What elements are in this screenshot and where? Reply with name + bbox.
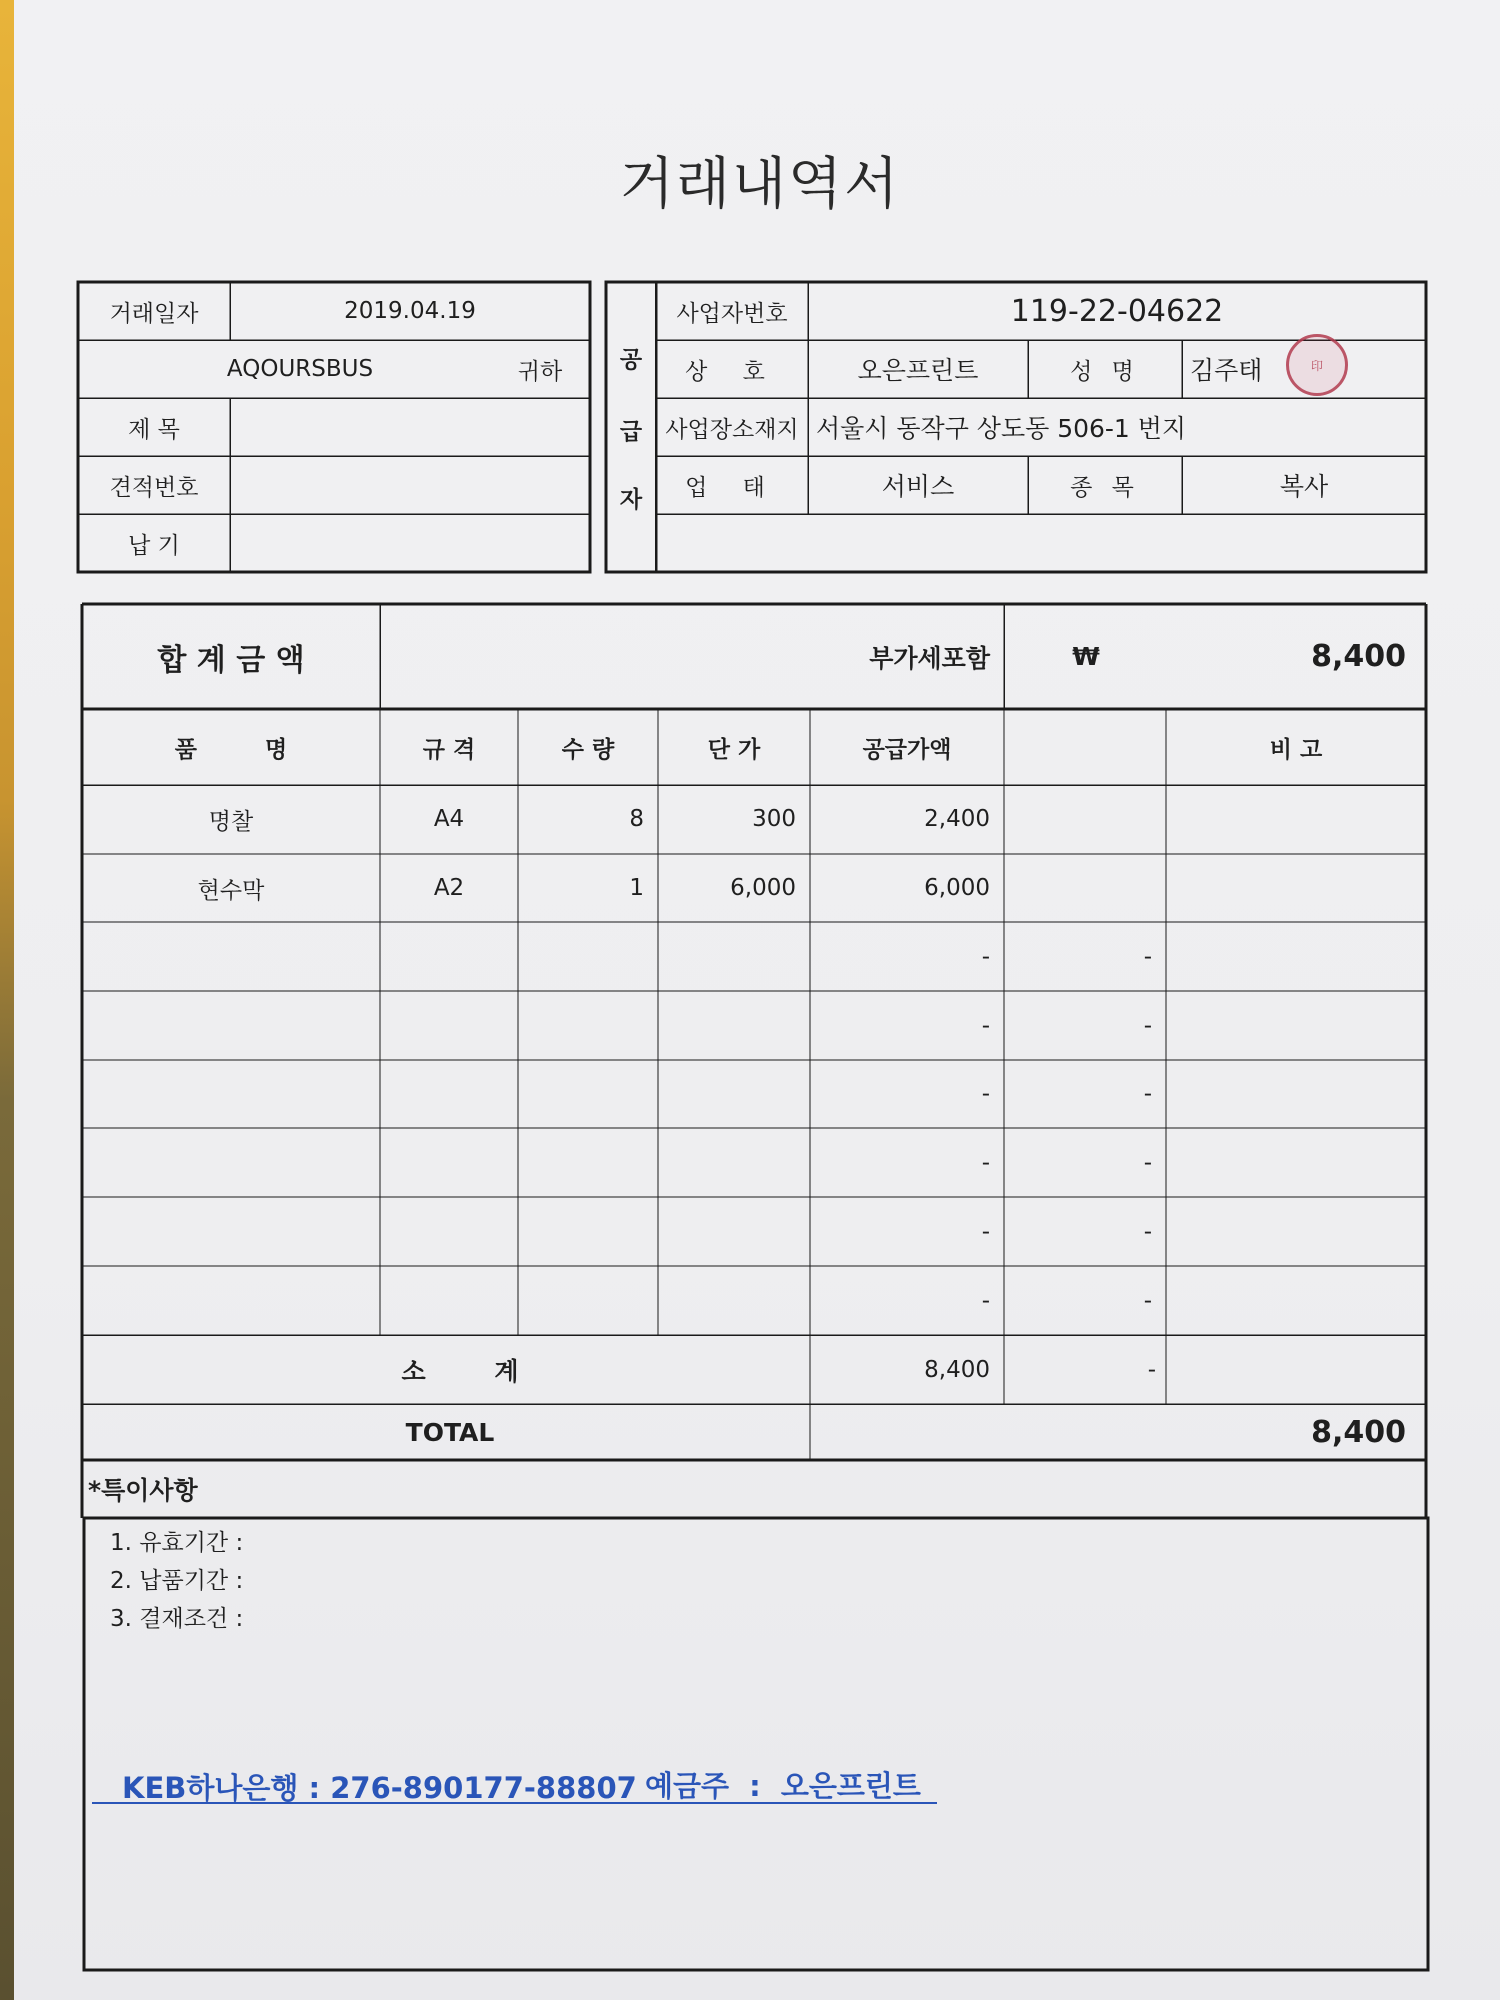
cell-unit-price xyxy=(658,1060,796,1129)
cell-spec xyxy=(380,991,518,1060)
grand-total-value: 8,400 xyxy=(1311,1414,1406,1450)
cell-quantity xyxy=(518,991,644,1060)
cell-unit-price: 6,000 xyxy=(730,875,796,902)
total-amount-value: 8,400 xyxy=(1311,639,1406,674)
cell-item-name xyxy=(82,991,380,1060)
cell-tax xyxy=(1004,854,1152,923)
business-type-value: 서비스 xyxy=(881,472,955,501)
cell-tax: - xyxy=(1143,1218,1152,1245)
bank-account: KEB하나은행 : 276-890177-88807 xyxy=(122,1771,637,1805)
cell-spec xyxy=(380,1129,518,1198)
cell-supply-amount: - xyxy=(981,1287,990,1314)
cell-tax: - xyxy=(1143,1287,1152,1314)
cell-unit-price xyxy=(658,923,796,992)
cell-tax: - xyxy=(1143,943,1152,970)
header-item-name: 품 명 xyxy=(174,736,288,763)
cell-tax xyxy=(1004,785,1152,854)
cell-unit-price xyxy=(658,991,796,1060)
currency-symbol: ₩ xyxy=(1072,642,1100,671)
representative-value: 김주태 xyxy=(1190,356,1263,385)
note-delivery-period: 2. 납품기간 : xyxy=(110,1567,244,1594)
supplier-side-label: 자 xyxy=(619,486,643,513)
subtotal-tax: - xyxy=(1147,1356,1156,1383)
quote-number-value xyxy=(240,456,580,514)
cell-remarks xyxy=(1166,923,1426,992)
cell-spec xyxy=(380,923,518,992)
cell-unit-price: 300 xyxy=(752,806,796,833)
document-title: 거래내역서 xyxy=(619,152,901,217)
item-value: 복사 xyxy=(1279,472,1329,501)
seal-stamp-icon: 印 xyxy=(1286,334,1348,396)
address-label: 사업장소재지 xyxy=(665,416,799,443)
address-value: 서울시 동작구 상도동 506-1 번지 xyxy=(816,414,1187,443)
header-remarks: 비 고 xyxy=(1269,736,1323,763)
cell-item-name xyxy=(82,1266,380,1335)
cell-remarks xyxy=(1166,1129,1426,1198)
cell-item-name xyxy=(82,1060,380,1129)
cell-item-name: 명찰 xyxy=(208,808,254,835)
cell-supply-amount: - xyxy=(981,943,990,970)
date-label: 거래일자 xyxy=(109,300,199,327)
quote-number-label: 견적번호 xyxy=(109,474,199,501)
delivery-label: 납 기 xyxy=(128,532,180,559)
business-number-value: 119-22-04622 xyxy=(1010,293,1224,329)
cell-spec xyxy=(380,1266,518,1335)
cell-supply-amount: 6,000 xyxy=(924,875,990,902)
cell-item-name xyxy=(82,1198,380,1267)
cell-remarks xyxy=(1166,1060,1426,1129)
note-validity: 1. 유효기간 : xyxy=(110,1529,244,1556)
subtotal-supply-amount: 8,400 xyxy=(924,1356,990,1383)
cell-remarks xyxy=(1166,1198,1426,1267)
cell-quantity: 8 xyxy=(629,806,644,833)
header-blank xyxy=(1004,709,1166,785)
cell-item-name: 현수막 xyxy=(197,877,265,904)
cell-remarks xyxy=(1166,991,1426,1060)
company-value: 오은프린트 xyxy=(857,356,979,385)
cell-spec xyxy=(380,1198,518,1267)
cell-tax: - xyxy=(1143,1081,1152,1108)
cell-quantity xyxy=(518,1060,644,1129)
subject-label: 제 목 xyxy=(128,416,180,443)
business-type-label: 업 태 xyxy=(685,474,779,501)
supplier-side-label: 급 xyxy=(619,418,643,445)
cell-tax: - xyxy=(1143,1012,1152,1039)
cell-unit-price xyxy=(658,1266,796,1335)
notes-label: *특이사항 xyxy=(88,1476,198,1505)
subtotal-label: 소 계 xyxy=(401,1356,519,1386)
representative-label: 성 명 xyxy=(1070,358,1140,385)
delivery-value xyxy=(240,514,580,572)
subject-value xyxy=(240,398,580,456)
date-value: 2019.04.19 xyxy=(344,298,476,324)
cell-supply-amount: - xyxy=(981,1150,990,1177)
header-spec: 규 격 xyxy=(422,736,476,763)
cell-quantity xyxy=(518,1129,644,1198)
cell-quantity: 1 xyxy=(629,875,644,902)
header-unit-price: 단 가 xyxy=(707,736,761,763)
cell-item-name xyxy=(82,923,380,992)
cell-unit-price xyxy=(658,1129,796,1198)
cell-quantity xyxy=(518,1198,644,1267)
client-name: AQOURSBUS xyxy=(226,356,374,382)
supplier-side-label: 공 xyxy=(619,346,643,373)
client-honorific: 귀하 xyxy=(517,358,563,385)
note-payment-terms: 3. 결재조건 : xyxy=(110,1605,244,1632)
cell-quantity xyxy=(518,923,644,992)
cell-quantity xyxy=(518,1266,644,1335)
cell-remarks xyxy=(1166,1266,1426,1335)
header-quantity: 수 량 xyxy=(561,736,615,763)
cell-supply-amount: 2,400 xyxy=(924,806,990,833)
cell-remarks xyxy=(1166,785,1426,854)
cell-spec xyxy=(380,1060,518,1129)
header-supply-amount: 공급가액 xyxy=(862,736,952,763)
account-holder: 예금주 : 오은프린트 xyxy=(645,1769,921,1803)
cell-spec: A4 xyxy=(433,806,465,833)
vat-included-note: 부가세포함 xyxy=(869,643,990,673)
cell-supply-amount: - xyxy=(981,1012,990,1039)
cell-item-name xyxy=(82,1129,380,1198)
cell-spec: A2 xyxy=(433,875,465,902)
cell-supply-amount: - xyxy=(981,1218,990,1245)
company-label: 상 호 xyxy=(685,358,779,385)
cell-supply-amount: - xyxy=(981,1081,990,1108)
grand-total-label: TOTAL xyxy=(405,1417,495,1447)
total-amount-label: 합 계 금 액 xyxy=(157,642,305,678)
cell-remarks xyxy=(1166,854,1426,923)
business-number-label: 사업자번호 xyxy=(676,300,788,327)
cell-unit-price xyxy=(658,1198,796,1267)
cell-tax: - xyxy=(1143,1150,1152,1177)
item-label: 종 목 xyxy=(1070,474,1140,501)
